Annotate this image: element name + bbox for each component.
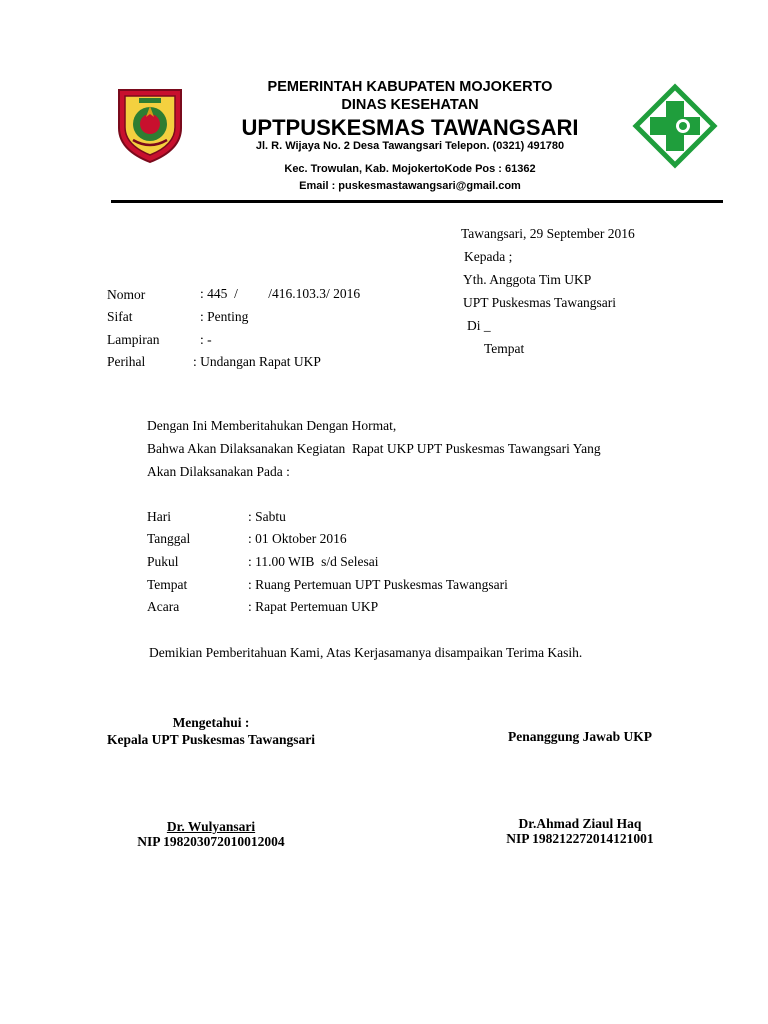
detail-label-acara: Acara <box>147 599 180 614</box>
body-line1: Bahwa Akan Dilaksanakan Kegiatan Rapat UKP UPT Puskesmas Tawangsari Yang <box>147 441 601 456</box>
sig-left-title: Kepala UPT Puskesmas Tawangsari <box>107 732 315 747</box>
sig-right-title: Penanggung Jawab UKP <box>507 729 653 744</box>
detail-label-tanggal: Tanggal <box>147 531 191 546</box>
mojokerto-emblem-icon <box>113 84 187 164</box>
body-closing: Demikian Pemberitahuan Kami, Atas Kerjasamanya disampaikan Terima Kasih. <box>149 645 583 660</box>
detail-label-pukul: Pukul <box>147 554 179 569</box>
meta-value-perihal: : Undangan Rapat UKP <box>193 354 321 369</box>
detail-value-tempat: : Ruang Pertemuan UPT Puskesmas Tawangsari <box>248 577 508 592</box>
body-greeting: Dengan Ini Memberitahukan Dengan Hormat, <box>147 418 397 433</box>
recipient-tempat: Tempat <box>484 341 525 356</box>
kop-dinas: DINAS KESEHATAN <box>341 97 479 113</box>
body-line2: Akan Dilaksanakan Pada : <box>147 464 290 479</box>
puskesmas-logo-icon <box>632 83 718 169</box>
meta-label-lampiran: Lampiran <box>107 332 160 347</box>
recipient-org: UPT Puskesmas Tawangsari <box>463 295 617 310</box>
recipient-di: Di _ <box>467 318 491 333</box>
recipient-kepada: Kepada ; <box>464 249 513 264</box>
kop-email: Email : puskesmastawangsari@gmail.com <box>299 180 521 192</box>
kop-divider <box>111 200 723 203</box>
kop-puskesmas: UPTPUSKESMAS TAWANGSARI <box>241 115 579 140</box>
sig-right-nip: NIP 198212272014121001 <box>506 831 654 846</box>
detail-label-hari: Hari <box>147 509 171 524</box>
detail-value-hari: : Sabtu <box>248 509 286 524</box>
meta-label-sifat: Sifat <box>107 309 133 324</box>
kop-alamat: Jl. R. Wijaya No. 2 Desa Tawangsari Telepon. (0321) 491780 <box>255 140 565 152</box>
detail-value-tanggal: : 01 Oktober 2016 <box>248 531 347 546</box>
kop-kecamatan: Kec. Trowulan, Kab. MojokertoKode Pos : 61362 <box>284 163 536 175</box>
sig-left-nip: NIP 198203072010012004 <box>137 834 285 849</box>
meta-value-sifat: : Penting <box>200 309 249 324</box>
detail-label-tempat: Tempat <box>147 577 188 592</box>
detail-value-pukul: : 11.00 WIB s/d Selesai <box>248 554 379 569</box>
sig-left-name: Dr. Wulyansari <box>166 819 256 834</box>
meta-value-lampiran: : - <box>200 332 212 347</box>
meta-label-nomor: Nomor <box>107 287 146 302</box>
kop-pemerintah: PEMERINTAH KABUPATEN MOJOKERTO <box>267 79 553 95</box>
sig-right-name: Dr.Ahmad Ziaul Haq <box>518 816 642 831</box>
meta-value-nomor: : 445 / /416.103.3/ 2016 <box>200 286 361 301</box>
detail-value-acara: : Rapat Pertemuan UKP <box>248 599 379 614</box>
letter-date: Tawangsari, 29 September 2016 <box>461 226 635 241</box>
recipient-yth: Yth. Anggota Tim UKP <box>463 272 592 287</box>
meta-label-perihal: Perihal <box>107 354 146 369</box>
sig-left-mengetahui: Mengetahui : <box>172 715 250 730</box>
